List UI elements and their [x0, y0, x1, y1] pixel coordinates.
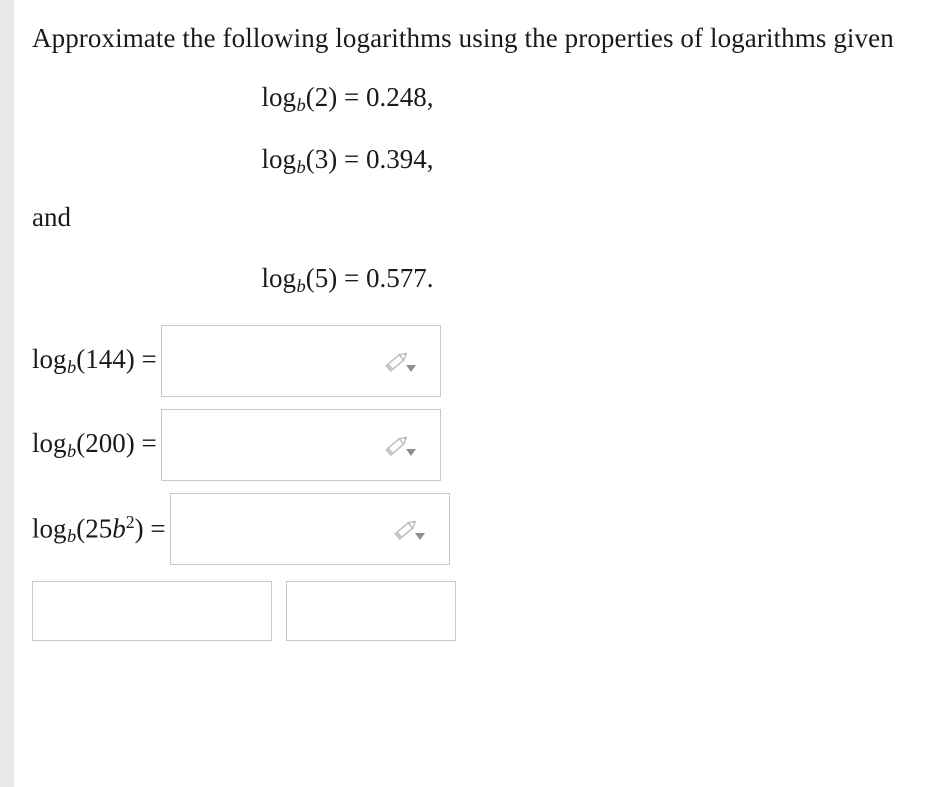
bottom-button-row	[32, 581, 923, 641]
given-2-log: log	[261, 143, 297, 174]
answer-row-1	[32, 325, 923, 397]
given-3-arg: (5)	[305, 263, 338, 294]
answer-2-log: log	[32, 428, 67, 459]
pencil-icon	[384, 432, 418, 458]
answer-3-equals: =	[150, 512, 166, 543]
conjunction-text: and	[32, 202, 71, 233]
given-3-value: 0.577.	[365, 263, 434, 294]
worksheet-page	[14, 0, 943, 787]
given-1-arg: (2)	[305, 81, 338, 112]
pencil-icon	[384, 348, 418, 374]
answer-input-2[interactable]	[161, 409, 441, 481]
answer-2-base: b	[67, 441, 77, 462]
pencil-icon	[393, 516, 427, 542]
answer-1-label	[32, 344, 159, 378]
answer-1-equals: =	[141, 344, 157, 375]
problem-prompt: Approximate the following logarithms using the properties of logarithms given	[32, 23, 894, 53]
answer-1-log: log	[32, 344, 67, 375]
answer-3-arg-variable: b	[112, 512, 126, 543]
bottom-field-2[interactable]	[286, 581, 456, 641]
given-2-arg: (3)	[305, 143, 338, 174]
answer-row-3	[32, 493, 923, 565]
given-equation-2	[32, 144, 923, 178]
given-2-value: 0.394,	[365, 143, 434, 174]
answer-1-base: b	[67, 357, 77, 378]
answer-row-2	[32, 409, 923, 481]
given-1-log: log	[261, 81, 297, 112]
given-1-base: b	[296, 94, 306, 115]
answer-3-arg-exponent: 2	[125, 511, 135, 532]
answer-list	[32, 325, 923, 641]
answer-2-arg: (200)	[76, 428, 135, 459]
answer-3-log: log	[32, 512, 67, 543]
answer-1-arg: (144)	[76, 344, 135, 375]
answer-3-base: b	[67, 525, 77, 546]
given-3-base: b	[296, 276, 306, 297]
answer-3-label	[32, 512, 168, 547]
answer-input-1[interactable]	[161, 325, 441, 397]
page-left-gutter	[0, 0, 15, 787]
bottom-field-1[interactable]	[32, 581, 272, 641]
given-3-equals: =	[343, 263, 360, 294]
answer-3-arg-prefix: (25	[76, 512, 113, 543]
answer-2-equals: =	[141, 428, 157, 459]
answer-input-3[interactable]	[170, 493, 450, 565]
answer-3-arg-suffix: )	[134, 512, 144, 543]
given-equation-3	[32, 263, 923, 297]
given-2-base: b	[296, 157, 306, 178]
answer-2-label	[32, 428, 159, 462]
given-equation-1	[32, 82, 923, 116]
given-1-value: 0.248,	[365, 81, 434, 112]
given-2-equals: =	[343, 143, 360, 174]
given-1-equals: =	[343, 81, 360, 112]
given-3-log: log	[261, 263, 297, 294]
